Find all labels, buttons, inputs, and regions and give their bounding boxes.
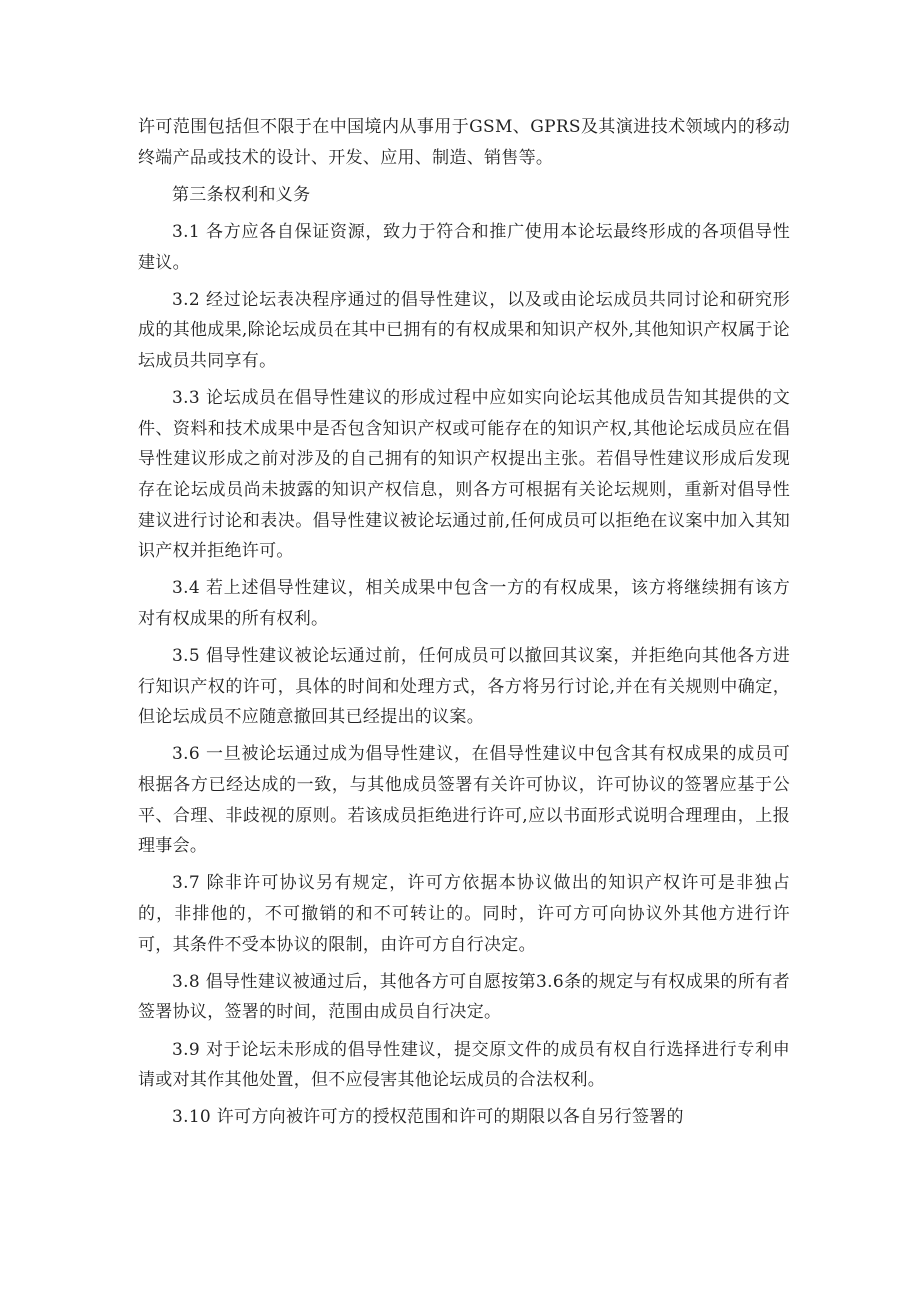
- document-page: [138, 112, 790, 1140]
- clause-3-10: 3.10 许可方向被许可方的授权范围和许可的期限以各自另行签署的: [172, 1107, 684, 1128]
- paragraph-scope-continued: 许可范围包括但不限于在中国境内从事用于GSM、GPRS及其演进技术领域内的移动终端产品或技术的设计、开发、应用、制造、销售等。: [138, 117, 790, 168]
- clause-3-5: 3.5 倡导性建议被论坛通过前，任何成员可以撤回其议案，并拒绝向其他各方进行知识产权的许可，具体的时间和处理方式，各方将另行讨论,并在有关规则中确定，但论坛成员不应随意撤回其已经提出的议案。: [138, 646, 790, 728]
- clause-3-8: 3.8 倡导性建议被通过后，其他各方可自愿按第3.6条的规定与有权成果的所有者签署协议，签署的时间，范围由成员自行决定。: [138, 971, 790, 1023]
- clause-3-3: 3.3 论坛成员在倡导性建议的形成过程中应如实向论坛其他成员告知其提供的文件、资料和技术成果中是否包含知识产权或可能存在的知识产权,其他论坛成员应在倡导性建议形成之前对涉及的自己拥有的知识产权提出主张。若倡导性建议形成后发现存在论坛成员尚未披露的知识产权信息，则各方可根据有关论坛规则，重新对倡导性建议进行讨论和表决。倡导性建议被论坛通过前,任何成员可以拒绝在议案中加入其知识产权并拒绝许可。: [138, 388, 790, 562]
- clause-3-1: 3.1 各方应各自保证资源，致力于符合和推广使用本论坛最终形成的各项倡导性建议。: [138, 221, 790, 273]
- clause-3-7: 3.7 除非许可协议另有规定，许可方依据本协议做出的知识产权许可是非独占的，非排他的，不可撤销的和不可转让的。同时，许可方可向协议外其他方进行许可，其条件不受本协议的限制，由许可方自行决定。: [138, 873, 790, 955]
- clause-3-9: 3.9 对于论坛未形成的倡导性建议，提交原文件的成员有权自行选择进行专利申请或对其作其他处置，但不应侵害其他论坛成员的合法权利。: [138, 1039, 790, 1091]
- clause-3-4: 3.4 若上述倡导性建议，相关成果中包含一方的有权成果，该方将继续拥有该方对有权成果的所有权利。: [138, 578, 790, 629]
- article-3-heading: 第三条权利和义务: [172, 184, 311, 205]
- clause-3-6: 3.6 一旦被论坛通过成为倡导性建议，在倡导性建议中包含其有权成果的成员可根据各方已经达成的一致，与其他成员签署有关许可协议，许可协议的签署应基于公平、合理、非歧视的原则。若该成员拒绝进行许可,应以书面形式说明合理理由，上报理事会。: [138, 744, 790, 857]
- clause-3-2: 3.2 经过论坛表决程序通过的倡导性建议，以及或由论坛成员共同讨论和研究形成的其他成果,除论坛成员在其中已拥有的有权成果和知识产权外,其他知识产权属于论坛成员共同享有。: [138, 289, 790, 371]
